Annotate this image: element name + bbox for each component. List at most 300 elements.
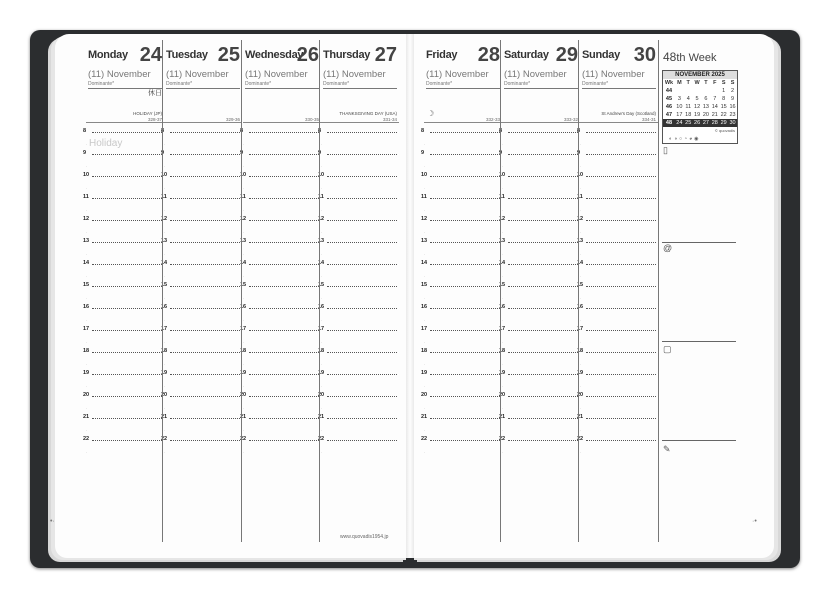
hour-label: 15 xyxy=(318,282,325,288)
phone-icon: ▯ xyxy=(663,145,668,155)
half-hour-mark: · xyxy=(164,384,166,389)
hour-label: 22 xyxy=(161,436,168,442)
hour-label: 20 xyxy=(499,392,506,398)
mini-calendar-header: S xyxy=(721,80,726,86)
hour-label: 14 xyxy=(318,260,325,266)
hour-label: 10 xyxy=(161,172,168,178)
hour-slot[interactable] xyxy=(240,436,321,462)
day-name: Wednesday xyxy=(245,49,304,61)
page-corner-icon: •· xyxy=(50,518,55,525)
half-hour-mark: · xyxy=(424,428,426,433)
half-hour-mark: · xyxy=(321,362,323,367)
holiday-label: Holiday xyxy=(89,138,123,149)
hour-label: 15 xyxy=(421,282,428,288)
date-cell[interactable]: 21 xyxy=(711,112,718,118)
day-number: 30 xyxy=(633,44,656,66)
date-cell[interactable]: 24 xyxy=(676,120,683,126)
half-hour-mark: · xyxy=(580,296,582,301)
half-hour-mark: · xyxy=(243,406,245,411)
hour-label: 19 xyxy=(240,370,247,376)
hour-line xyxy=(430,396,500,397)
date-cell[interactable]: 6 xyxy=(704,96,708,102)
day-of-year: 328-37 xyxy=(147,117,162,122)
hour-line xyxy=(92,242,162,243)
day-event: HOLIDAY (JP) xyxy=(133,111,162,116)
hour-line xyxy=(249,154,319,155)
half-hour-mark: · xyxy=(321,450,323,455)
hour-label: 15 xyxy=(83,282,90,288)
half-hour-mark: · xyxy=(243,296,245,301)
date-cell[interactable]: 2 xyxy=(731,88,735,94)
hour-line xyxy=(249,396,319,397)
hour-label: 17 xyxy=(83,326,90,332)
hour-line xyxy=(430,176,500,177)
day-event: THANKSGIVING DAY (USA) xyxy=(339,111,397,116)
date-cell[interactable]: 28 xyxy=(711,120,718,126)
half-hour-mark: · xyxy=(86,230,88,235)
half-hour-mark: · xyxy=(86,384,88,389)
half-hour-mark: · xyxy=(164,362,166,367)
date-cell[interactable]: 20 xyxy=(702,112,709,118)
hour-label: 8 xyxy=(421,128,425,134)
hour-label: 17 xyxy=(421,326,428,332)
day-of-year: 330-35 xyxy=(304,117,319,122)
mini-calendar-header: T xyxy=(686,80,690,86)
hour-line xyxy=(170,330,240,331)
hour-label: 12 xyxy=(240,216,247,222)
hour-slot[interactable] xyxy=(577,128,658,154)
hour-line xyxy=(586,440,656,441)
date-cell[interactable]: 12 xyxy=(694,104,701,110)
half-hour-mark: · xyxy=(86,340,88,345)
moon-icon: ☽ xyxy=(427,109,435,118)
hour-line xyxy=(249,264,319,265)
note-icon: ▢ xyxy=(663,344,672,354)
mini-calendar-header: S xyxy=(730,80,735,86)
hour-label: 16 xyxy=(421,304,428,310)
hour-label: 9 xyxy=(577,150,581,156)
day-column[interactable] xyxy=(240,40,321,540)
date-cell[interactable]: 25 xyxy=(685,120,692,126)
hour-line xyxy=(327,176,397,177)
hour-line xyxy=(508,242,578,243)
date-cell[interactable]: 27 xyxy=(702,120,709,126)
hour-slot[interactable] xyxy=(318,128,399,154)
date-cell[interactable] xyxy=(675,87,684,95)
hour-label: 15 xyxy=(499,282,506,288)
hour-label: 19 xyxy=(421,370,428,376)
half-hour-mark: · xyxy=(321,318,323,323)
hour-line xyxy=(586,242,656,243)
hour-slot[interactable] xyxy=(240,128,321,154)
hour-line xyxy=(508,418,578,419)
hour-label: 14 xyxy=(499,260,506,266)
week-number-cell: 47 xyxy=(665,112,673,118)
half-hour-mark: · xyxy=(321,142,323,147)
hour-line xyxy=(430,154,500,155)
day-of-year: 332-33 xyxy=(485,117,500,122)
hour-line xyxy=(249,220,319,221)
half-hour-mark: · xyxy=(321,428,323,433)
half-hour-mark: · xyxy=(580,384,582,389)
hour-label: 11 xyxy=(577,194,583,200)
date-cell[interactable]: 5 xyxy=(695,96,699,102)
hour-line xyxy=(249,308,319,309)
hour-line xyxy=(249,176,319,177)
hour-label: 22 xyxy=(421,436,428,442)
hour-line xyxy=(170,396,240,397)
hour-line xyxy=(508,330,578,331)
day-month: (11) November xyxy=(426,69,489,80)
header-rule xyxy=(86,122,164,123)
hour-label: 12 xyxy=(499,216,506,222)
date-cell[interactable]: 15 xyxy=(720,104,727,110)
half-hour-mark: · xyxy=(164,406,166,411)
hour-line xyxy=(327,264,397,265)
hour-line xyxy=(92,374,162,375)
hour-line xyxy=(327,440,397,441)
date-cell[interactable]: 17 xyxy=(676,112,683,118)
dominante-field[interactable]: Dominante* xyxy=(323,81,397,89)
pen-icon: ✎ xyxy=(663,444,671,454)
hour-slot[interactable] xyxy=(421,436,502,462)
half-hour-mark: · xyxy=(243,142,245,147)
half-hour-mark: · xyxy=(164,296,166,301)
hour-label: 21 xyxy=(240,414,247,420)
hour-line xyxy=(430,330,500,331)
day-column[interactable] xyxy=(318,40,399,540)
date-cell[interactable]: 8 xyxy=(722,96,726,102)
hour-label: 10 xyxy=(240,172,247,178)
date-cell[interactable] xyxy=(684,87,693,95)
half-hour-mark: · xyxy=(424,230,426,235)
half-hour-mark: · xyxy=(86,164,88,169)
day-column[interactable] xyxy=(83,40,164,540)
week-number: 48 xyxy=(663,50,677,64)
half-hour-mark: · xyxy=(164,450,166,455)
hour-line xyxy=(327,308,397,309)
date-cell[interactable]: 1 xyxy=(722,88,726,94)
day-number: 26 xyxy=(296,44,319,66)
hour-line xyxy=(508,176,578,177)
email-icon: @ xyxy=(663,243,673,253)
half-hour-mark: · xyxy=(580,362,582,367)
day-month: (11) November xyxy=(88,69,151,80)
mini-calendar-header: Wk xyxy=(664,80,674,86)
half-hour-mark: · xyxy=(321,384,323,389)
hour-label: 22 xyxy=(499,436,506,442)
hour-label: 12 xyxy=(421,216,428,222)
hour-line xyxy=(92,418,162,419)
half-hour-mark: · xyxy=(321,274,323,279)
week-header xyxy=(663,50,717,64)
hour-label: 14 xyxy=(161,260,168,266)
hour-line xyxy=(586,198,656,199)
date-cell[interactable]: 30 xyxy=(729,120,736,126)
hour-line xyxy=(249,440,319,441)
hour-line xyxy=(327,220,397,221)
half-hour-mark: · xyxy=(424,274,426,279)
half-hour-mark: · xyxy=(424,318,426,323)
hour-label: 21 xyxy=(577,414,584,420)
hour-label: 18 xyxy=(499,348,506,354)
header-rule xyxy=(164,122,242,123)
hour-line xyxy=(508,220,578,221)
half-hour-mark: · xyxy=(164,428,166,433)
hour-line xyxy=(249,330,319,331)
moon-phases: ◐◑○◔◕◉ xyxy=(669,136,701,142)
hour-label: 21 xyxy=(161,414,168,420)
half-hour-mark: · xyxy=(86,252,88,257)
hour-label: 10 xyxy=(421,172,428,178)
hour-line xyxy=(430,308,500,309)
hour-line xyxy=(586,264,656,265)
half-hour-mark: · xyxy=(424,164,426,169)
hour-label: 21 xyxy=(499,414,506,420)
half-hour-mark: · xyxy=(164,318,166,323)
hour-line xyxy=(508,132,578,133)
mini-calendar[interactable] xyxy=(662,70,738,144)
hour-label: 16 xyxy=(161,304,168,310)
hour-line xyxy=(92,220,162,221)
date-cell[interactable] xyxy=(710,87,719,95)
half-hour-mark: · xyxy=(502,208,504,213)
hour-label: 10 xyxy=(83,172,90,178)
page-corner-icon: ·• xyxy=(752,518,757,525)
hour-label: 18 xyxy=(318,348,325,354)
half-hour-mark: · xyxy=(321,252,323,257)
half-hour-mark: · xyxy=(243,318,245,323)
mini-calendar-title: NOVEMBER 2025 xyxy=(663,71,737,79)
hour-label: 19 xyxy=(577,370,584,376)
hour-label: 11 xyxy=(83,194,89,200)
dominante-field[interactable]: Dominante* xyxy=(504,81,578,89)
dominante-field[interactable]: Dominante* xyxy=(426,81,500,89)
hour-slot[interactable] xyxy=(577,436,658,462)
hour-line xyxy=(327,154,397,155)
half-hour-mark: · xyxy=(580,208,582,213)
hour-line xyxy=(508,352,578,353)
hour-label: 14 xyxy=(83,260,90,266)
hour-label: 16 xyxy=(318,304,325,310)
hour-label: 16 xyxy=(83,304,90,310)
half-hour-mark: · xyxy=(424,340,426,345)
hour-label: 8 xyxy=(499,128,503,134)
half-hour-mark: · xyxy=(321,208,323,213)
date-cell[interactable]: 11 xyxy=(685,104,692,110)
header-rule xyxy=(243,122,321,123)
date-cell[interactable]: 4 xyxy=(686,96,690,102)
hour-line xyxy=(170,308,240,309)
half-hour-mark: · xyxy=(580,252,582,257)
hour-label: 18 xyxy=(421,348,428,354)
day-number: 25 xyxy=(217,44,240,66)
section-divider xyxy=(662,242,736,243)
half-hour-mark: · xyxy=(580,340,582,345)
date-cell[interactable] xyxy=(693,87,702,95)
half-hour-mark: · xyxy=(86,296,88,301)
hour-line xyxy=(327,352,397,353)
date-cell[interactable]: 16 xyxy=(729,104,736,110)
hour-slot[interactable] xyxy=(499,128,580,154)
day-note: 休日 xyxy=(148,90,162,97)
half-hour-mark: · xyxy=(243,164,245,169)
hour-label: 9 xyxy=(83,150,87,156)
day-of-year: 331-34 xyxy=(382,117,397,122)
hour-line xyxy=(586,286,656,287)
hour-line xyxy=(92,352,162,353)
hour-label: 22 xyxy=(577,436,584,442)
hour-line xyxy=(586,330,656,331)
date-cell[interactable]: 23 xyxy=(729,112,736,118)
hour-slot[interactable] xyxy=(318,436,399,462)
hour-line xyxy=(327,198,397,199)
hour-line xyxy=(586,176,656,177)
dominante-field[interactable]: Dominante* xyxy=(245,81,319,89)
date-cell[interactable]: 14 xyxy=(711,104,718,110)
half-hour-mark: · xyxy=(86,406,88,411)
hour-line xyxy=(170,198,240,199)
hour-line xyxy=(170,132,240,133)
hour-label: 20 xyxy=(240,392,247,398)
hour-line xyxy=(508,374,578,375)
half-hour-mark: · xyxy=(502,406,504,411)
half-hour-mark: · xyxy=(321,186,323,191)
half-hour-mark: · xyxy=(424,362,426,367)
dominante-field[interactable]: Dominante* xyxy=(88,81,162,89)
mini-calendar-grid xyxy=(663,79,737,127)
hour-line xyxy=(92,396,162,397)
hour-label: 22 xyxy=(318,436,325,442)
hour-line xyxy=(508,154,578,155)
mini-calendar-brand: © quovadis xyxy=(714,128,735,133)
day-column[interactable] xyxy=(421,40,502,540)
hour-slot[interactable] xyxy=(161,436,245,462)
date-cell[interactable]: 10 xyxy=(676,104,683,110)
day-name: Sunday xyxy=(582,49,620,61)
day-of-year: 333-32 xyxy=(563,117,578,122)
date-cell[interactable]: 19 xyxy=(694,112,701,118)
day-number: 29 xyxy=(555,44,578,66)
hour-line xyxy=(586,308,656,309)
half-hour-mark: · xyxy=(243,186,245,191)
hour-line xyxy=(170,154,240,155)
half-hour-mark: · xyxy=(502,164,504,169)
half-hour-mark: · xyxy=(164,230,166,235)
half-hour-mark: · xyxy=(243,230,245,235)
hour-line xyxy=(249,242,319,243)
half-hour-mark: · xyxy=(502,318,504,323)
date-cell[interactable]: 9 xyxy=(731,96,735,102)
hour-label: 8 xyxy=(577,128,581,134)
hour-label: 14 xyxy=(421,260,428,266)
week-number-cell: 46 xyxy=(665,104,673,110)
day-column[interactable] xyxy=(577,40,658,540)
hour-slot[interactable] xyxy=(499,436,580,462)
date-cell[interactable]: 13 xyxy=(702,104,709,110)
hour-line xyxy=(170,440,240,441)
hour-label: 17 xyxy=(499,326,506,332)
day-column[interactable] xyxy=(499,40,580,540)
half-hour-mark: · xyxy=(164,164,166,169)
hour-label: 17 xyxy=(318,326,325,332)
hour-slot[interactable] xyxy=(161,128,245,154)
hour-line xyxy=(327,132,397,133)
half-hour-mark: · xyxy=(164,274,166,279)
half-hour-mark: · xyxy=(243,340,245,345)
hour-label: 19 xyxy=(318,370,325,376)
hour-label: 11 xyxy=(499,194,505,200)
hour-label: 21 xyxy=(83,414,90,420)
hour-line xyxy=(586,396,656,397)
hour-line xyxy=(586,418,656,419)
hour-line xyxy=(586,154,656,155)
hour-line xyxy=(508,286,578,287)
date-cell[interactable]: 29 xyxy=(720,120,727,126)
half-hour-mark: · xyxy=(243,208,245,213)
week-number-cell: 45 xyxy=(665,96,673,102)
hour-line xyxy=(92,264,162,265)
hour-line xyxy=(249,132,319,133)
half-hour-mark: · xyxy=(86,142,88,147)
hour-label: 18 xyxy=(161,348,168,354)
hour-label: 9 xyxy=(161,150,165,156)
page-gutter xyxy=(406,34,414,558)
hour-label: 16 xyxy=(240,304,247,310)
day-number: 24 xyxy=(139,44,162,66)
date-cell[interactable]: 22 xyxy=(720,112,727,118)
hour-line xyxy=(327,330,397,331)
date-cell[interactable]: 26 xyxy=(694,120,701,126)
dominante-field[interactable]: Dominante* xyxy=(166,81,240,89)
hour-label: 17 xyxy=(240,326,247,332)
half-hour-mark: · xyxy=(502,340,504,345)
hour-line xyxy=(327,242,397,243)
day-month: (11) November xyxy=(582,69,645,80)
day-month: (11) November xyxy=(245,69,308,80)
hour-line xyxy=(170,286,240,287)
half-hour-mark: · xyxy=(243,362,245,367)
half-hour-mark: · xyxy=(502,362,504,367)
half-hour-mark: · xyxy=(502,296,504,301)
dominante-field[interactable]: Dominante* xyxy=(582,81,656,89)
hour-label: 13 xyxy=(240,238,247,244)
hour-line xyxy=(586,132,656,133)
hour-line xyxy=(92,198,162,199)
date-cell[interactable] xyxy=(702,87,711,95)
day-month: (11) November xyxy=(166,69,229,80)
half-hour-mark: · xyxy=(502,230,504,235)
date-cell[interactable]: 3 xyxy=(677,96,681,102)
hour-label: 18 xyxy=(240,348,247,354)
hour-label: 13 xyxy=(421,238,428,244)
day-name: Monday xyxy=(88,49,128,61)
hour-label: 14 xyxy=(240,260,247,266)
hour-line xyxy=(586,374,656,375)
hour-label: 15 xyxy=(161,282,168,288)
hour-slot[interactable] xyxy=(83,436,164,462)
half-hour-mark: · xyxy=(321,230,323,235)
hour-slot[interactable] xyxy=(421,128,502,154)
hour-line xyxy=(170,242,240,243)
half-hour-mark: · xyxy=(424,186,426,191)
date-cell[interactable]: 7 xyxy=(713,96,717,102)
hour-line xyxy=(508,396,578,397)
hour-line xyxy=(327,286,397,287)
half-hour-mark: · xyxy=(502,274,504,279)
date-cell[interactable]: 18 xyxy=(685,112,692,118)
day-column[interactable] xyxy=(161,40,245,540)
